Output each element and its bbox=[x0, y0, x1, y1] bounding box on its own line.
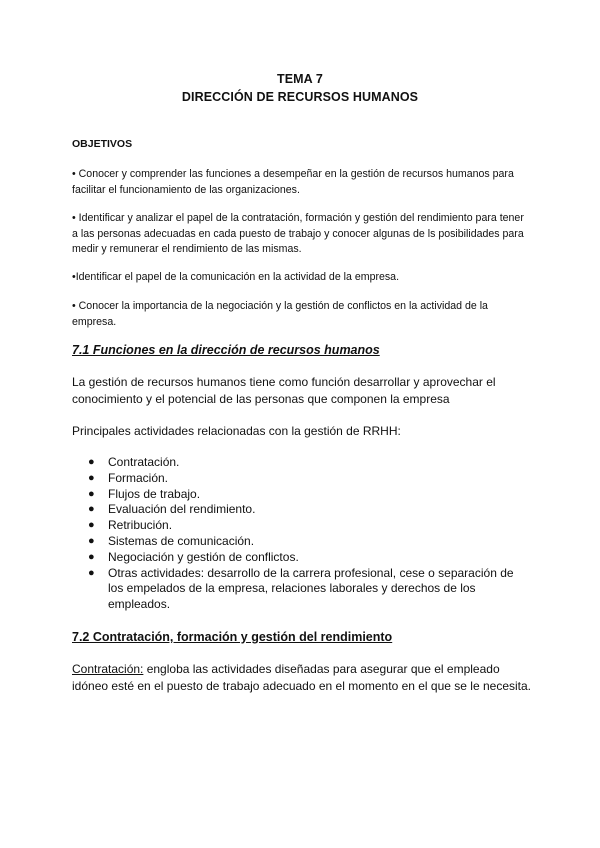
list-item: ● Flujos de trabajo. bbox=[88, 486, 201, 501]
bullet-dot-icon: ● bbox=[88, 550, 95, 563]
list-item: ● Otras actividades: desarrollo de la carrera profesional, cese o separación de los empelados de la empresa, relaciones laborales y derechos de los empleados. bbox=[88, 565, 514, 612]
activities-list bbox=[72, 455, 532, 613]
list-item: ● Sistemas de comunicación. bbox=[88, 533, 255, 548]
bullet-dot-icon: ● bbox=[88, 503, 95, 516]
objective-item: • Conocer la importancia de la negociación y la gestión de conflictos en la actividad de la empresa. bbox=[72, 300, 488, 328]
list-item: ● Retribución. bbox=[88, 518, 173, 533]
bullet-dot-icon: ● bbox=[88, 566, 95, 579]
term-label: Contratación: bbox=[72, 662, 144, 676]
objective-item: •Identificar el papel de la comunicación en la actividad de la empresa. bbox=[72, 271, 400, 283]
objective-item: • Identificar y analizar el papel de la contratación, formación y gestión del rendimiento para tener a las personas adecuadas en cada puesto de trabajo y conocer algunas de ls posibilidades para medir y remunerar el rendimiento de las mismas. bbox=[72, 212, 524, 255]
list-item: ● Contratación. bbox=[88, 455, 180, 469]
bullet-dot-icon: ● bbox=[88, 519, 95, 532]
list-item: ● Negociación y gestión de conflictos. bbox=[88, 549, 299, 564]
list-item: ● Formación. bbox=[88, 470, 169, 485]
section-heading-7-1: 7.1 Funciones en la dirección de recursos humanos bbox=[72, 343, 380, 357]
bullet-dot-icon: ● bbox=[88, 487, 95, 500]
section-heading-7-2: 7.2 Contratación, formación y gestión del rendimiento bbox=[72, 630, 393, 644]
hiring-definition-paragraph bbox=[72, 661, 532, 695]
bullet-dot-icon: ● bbox=[88, 456, 95, 468]
bullet-dot-icon: ● bbox=[88, 471, 95, 484]
objectives-heading: OBJETIVOS bbox=[72, 138, 133, 150]
activities-intro: Principales actividades relacionadas con la gestión de RRHH: bbox=[72, 424, 401, 438]
term-definition: engloba las actividades diseñadas para asegurar que el empleado idóneo esté en el puesto de trabajo adecuado en el momento en el que se le necesita. bbox=[72, 662, 531, 693]
bullet-dot-icon: ● bbox=[88, 534, 95, 547]
objective-item: • Conocer y comprender las funciones a desempeñar en la gestión de recursos humanos para facilitar el funcionamiento de las organizaciones. bbox=[72, 168, 514, 196]
chapter-number: TEMA 7 bbox=[277, 72, 323, 86]
section-intro-paragraph: La gestión de recursos humanos tiene como función desarrollar y aprovechar el conocimiento y el potencial de las personas que componen la empresa bbox=[72, 375, 496, 406]
list-item: ● Evaluación del rendimiento. bbox=[88, 502, 256, 517]
chapter-title: DIRECCIÓN DE RECURSOS HUMANOS bbox=[181, 90, 419, 104]
